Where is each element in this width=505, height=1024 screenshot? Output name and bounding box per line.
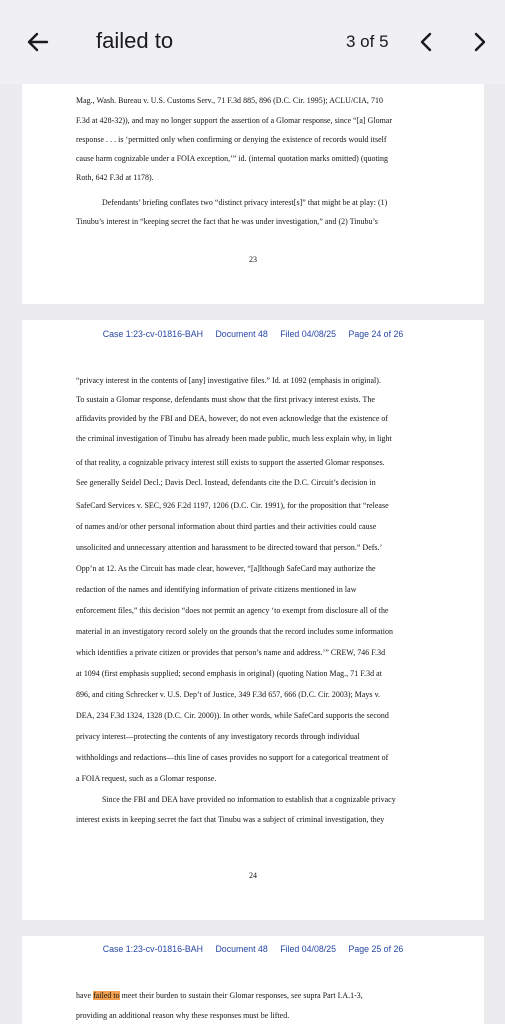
document-page-24[interactable] <box>22 320 484 920</box>
previous-match-button[interactable] <box>412 28 440 56</box>
case-number: Case 1:23-cv-01816-BAH <box>102 944 203 954</box>
text-run: have <box>76 991 94 1000</box>
text-line: See generally Seidel Decl.; Davis Decl. Instead, defendants cite the D.C. Circuit’s decision in <box>76 478 376 487</box>
search-query[interactable]: failed to <box>96 28 174 53</box>
text-line: affidavits provided by the FBI and DEA, however, do not even acknowledge that the existence of <box>76 414 389 423</box>
text-line: which identifies a private citizen or provides that person’s name and address.’” CREW, 746 F.3d <box>76 648 386 657</box>
text-line: Opp’n at 12. As the Circuit has made clear, however, “[a]lthough SafeCard may authorize the <box>76 564 376 573</box>
text-line: unsolicited and unnecessary attention and harassment to be directed toward that person.” Defs.’ <box>76 543 383 552</box>
back-button[interactable] <box>22 26 54 58</box>
text-line: interest exists in keeping secret the fact that Tinubu was a subject of criminal investigation, they <box>76 815 385 824</box>
text-line: providing an additional reason why these responses must be lifted. <box>76 1011 290 1020</box>
document-page-23[interactable] <box>22 84 484 304</box>
text-line: Tinubu’s interest in “keeping secret the fact that he was under investigation,” and (2) Tinubu’s <box>76 217 378 226</box>
search-highlight[interactable]: failed to <box>93 991 120 1000</box>
text-line: F.3d at 428-32)), and may no longer support the assertion of a Glomar response, since “[a] Glomar <box>76 116 393 125</box>
page-of-total: Page 25 of 26 <box>348 944 404 954</box>
text-line: Roth, 642 F.3d at 1178). <box>76 173 154 182</box>
filed-date: Filed 04/08/25 <box>280 944 336 954</box>
case-number: Case 1:23-cv-01816-BAH <box>102 329 203 339</box>
text-line: withholdings and redactions—this line of cases provides no support for a categorical treatment of <box>76 753 389 762</box>
text-line: privacy interest—protecting the contents of any investigatory records through individual <box>76 732 360 741</box>
text-line <box>76 991 454 1000</box>
page-number: 23 <box>249 255 257 264</box>
text-line: “privacy interest in the contents of [any] investigative files.” Id. at 1092 (emphasis in original). <box>76 376 381 385</box>
chevron-right-icon <box>470 31 490 53</box>
chevron-left-icon <box>416 31 436 53</box>
text-line: at 1094 (first emphasis supplied; second emphasis in original) (quoting Nation Mag., 71 F.3d at <box>76 669 382 678</box>
case-header <box>22 944 484 954</box>
text-line: of names and/or other personal information about third parties and their activities could cause <box>76 522 377 531</box>
text-line: Since the FBI and DEA have provided no information to establish that a cognizable privacy <box>102 795 396 804</box>
find-bar <box>0 0 505 84</box>
filed-date: Filed 04/08/25 <box>280 329 336 339</box>
text-line: a FOIA request, such as a Glomar response. <box>76 774 217 783</box>
text-line: material in an investigatory record solely on the grounds that the record includes some information <box>76 627 393 636</box>
text-line: enforcement files,” this decision “does not permit an agency ‘to exempt from disclosure all of the <box>76 606 389 615</box>
text-line: Mag., Wash. Bureau v. U.S. Customs Serv., 71 F.3d 885, 896 (D.C. Cir. 1995); ACLU/CIA, 710 <box>76 96 383 105</box>
text-line: To sustain a Glomar response, defendants must show that the first privacy interest exists. The <box>76 395 375 404</box>
text-line: of that reality, a cognizable privacy interest still exists to support the asserted Glomar responses. <box>76 458 385 467</box>
text-line: redaction of the names and identifying information of private citizens mentioned in law <box>76 585 357 594</box>
arrow-left-icon <box>25 29 51 55</box>
match-counter: 3 of 5 <box>346 32 389 51</box>
next-match-button[interactable] <box>466 28 494 56</box>
page-of-total: Page 24 of 26 <box>348 329 404 339</box>
document-number: Document 48 <box>215 329 268 339</box>
text-line: response . . . is ‘permitted only when confirming or denying the existence of records would itself <box>76 135 387 144</box>
text-run: meet their burden to sustain their Glomar responses, see supra Part I.A.1-3, <box>119 991 363 1000</box>
text-line: cause harm cognizable under a FOIA exception,’” id. (internal quotation marks omitted) (quoting <box>76 154 388 163</box>
text-line: the criminal investigation of Tinubu has already been made public, much less explain why, in light <box>76 434 392 443</box>
case-header <box>22 329 484 339</box>
text-line: Defendants’ briefing conflates two “distinct privacy interest[s]” that might be at play: (1) <box>102 198 388 207</box>
document-number: Document 48 <box>215 944 268 954</box>
document-page-25[interactable] <box>22 936 484 1024</box>
page-number: 24 <box>249 871 257 880</box>
text-line: DEA, 234 F.3d 1324, 1328 (D.C. Cir. 2000)). In other words, while SafeCard supports the second <box>76 711 389 720</box>
text-line: 896, and citing Schrecker v. U.S. Dep’t of Justice, 349 F.3d 657, 666 (D.C. Cir. 2003); Mays v. <box>76 690 381 699</box>
text-line: SafeCard Services v. SEC, 926 F.2d 1197, 1206 (D.C. Cir. 1991), for the proposition that “release <box>76 501 389 510</box>
